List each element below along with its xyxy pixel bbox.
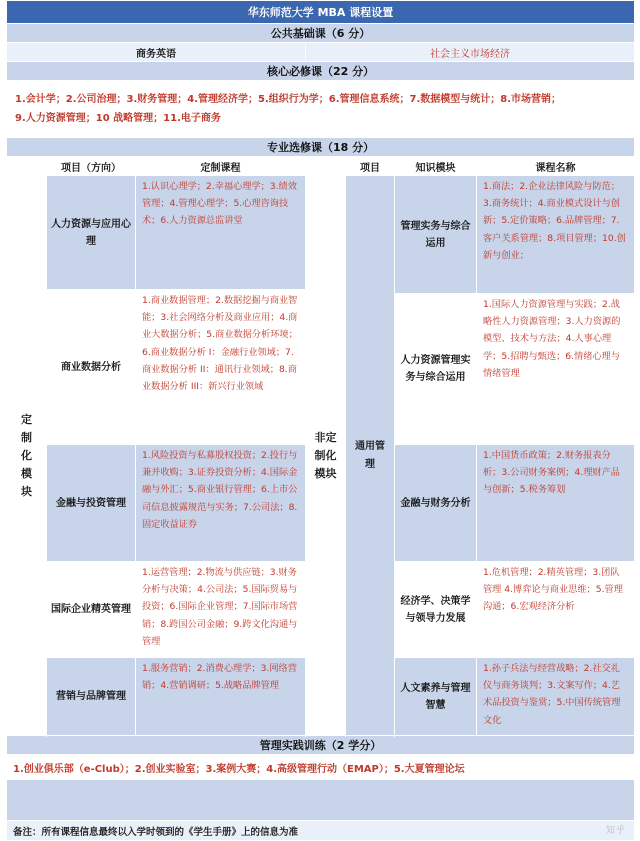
custom-direction-name: 国际企业精英管理	[47, 562, 136, 658]
elective-header: 专业选修课（18 分）	[7, 138, 635, 157]
module-name: 人文素养与管理智慧	[395, 658, 477, 736]
custom-module-label: 定制化模块	[7, 176, 47, 736]
module-courses: 1.国际人力资源管理与实践；2.战略性人力资源管理；3.人力资源的模型、技术与方法；4.人事心理学；5.招聘与甄选；6.情绪心理与情绪管理	[477, 294, 635, 445]
module-name: 金融与财务分析	[395, 445, 477, 562]
module-courses: 1.中国货币政策；2.财务报表分析；3.公司财务案例；4.理财产品与创新；5.税务筹划	[477, 445, 635, 562]
custom-direction-courses: 1.商业数据管理；2.数据挖掘与商业智能；3.社会网络分析及商业应用；4.商业大数据分析；5.商业数据分析环境；6.商业数据分析 I：金融行业领域；7.商业数据分析 II：通讯行业领域；8.商业数据分析 III：新兴行业领域	[136, 290, 306, 445]
right-header-item: 项目	[346, 157, 395, 176]
right-header-module: 知识模块	[395, 157, 477, 176]
public-header: 公共基础课（6 分）	[7, 24, 635, 43]
non-custom-module-label: 非定制化模块	[306, 176, 346, 736]
custom-direction-courses: 1.服务营销；2.消费心理学；3.网络营销；4.营销调研；5.战略品牌管理	[136, 658, 306, 736]
public-course-left: 商务英语	[7, 43, 306, 62]
custom-direction-courses: 1.认识心理学；2.幸福心理学；3.绩效管理；4.管理心理学；5.心理咨询技术；6.人力资源总监讲堂	[136, 176, 306, 290]
custom-direction-courses: 1.风险投资与私募股权投资；2.投行与兼并收购；3.证券投资分析；4.国际金融与外汇；5.商业银行管理；6.上市公司信息披露规范与实务；7.公司法；8.固定收益证券	[136, 445, 306, 562]
watermark: 知乎	[605, 826, 626, 836]
custom-direction-name: 商业数据分析	[47, 290, 136, 445]
core-header: 核心必修课（22 分）	[7, 62, 635, 81]
custom-direction-name: 人力资源与应用心理	[47, 176, 136, 290]
general-management-label: 通用管理	[346, 176, 395, 736]
module-courses: 1.危机管理；2.精英管理；3.团队管理 4.博弈论与商业思维；5.管理沟通；6.宏观经济分析	[477, 562, 635, 658]
practice-header: 管理实践训练（2 学分）	[7, 736, 635, 755]
custom-direction-courses: 1.运营管理；2.物流与供应链；3.财务分析与决策；4.公司法；5.国际贸易与投资；6.国际企业管理；7.国际市场营销；8.跨国公司金融；9.跨文化沟通与管理	[136, 562, 306, 658]
course-table	[6, 0, 635, 841]
core-line-2: 9.人力资源管理；10 战略管理；11.电子商务	[15, 113, 221, 124]
module-name: 人力资源管理实务与综合运用	[395, 294, 477, 445]
core-line-1: 1.会计学；2.公司治理；3.财务管理；4.管理经济学；5.组织行为学；6.管理信息系统；7.数据模型与统计；8.市场营销；	[15, 94, 562, 105]
custom-direction-name: 营销与品牌管理	[47, 658, 136, 736]
custom-direction-name: 金融与投资管理	[47, 445, 136, 562]
left-header-course: 定制课程	[136, 157, 306, 176]
module-name: 管理实务与综合运用	[395, 176, 477, 294]
left-header-item: 项目（方向）	[47, 157, 136, 176]
core-courses	[7, 81, 635, 138]
right-header-course: 课程名称	[477, 157, 635, 176]
footnote: 备注：所有课程信息最终以入学时领到的《学生手册》上的信息为准	[7, 821, 635, 841]
page-title: 华东师范大学 MBA 课程设置	[7, 1, 635, 24]
module-name: 经济学、决策学与领导力发展	[395, 562, 477, 658]
public-course-right: 社会主义市场经济	[306, 43, 635, 62]
practice-courses: 1.创业俱乐部（e-Club）；2.创业实验室；3.案例大赛；4.高级管理行动（EMAP）；5.大夏管理论坛	[7, 755, 635, 780]
module-courses: 1.商法；2.企业法律风险与防范；3.商务统计；4.商业模式设计与创新；5.定价策略；6.品牌管理；7.客户关系管理；8.项目管理；10.创新与创业；	[477, 176, 635, 294]
blank-area	[7, 780, 635, 821]
module-courses: 1.孙子兵法与经营战略；2.社交礼仪与商务谈判；3.文案写作；4.艺术品投资与鉴赏；5.中国传统管理文化	[477, 658, 635, 736]
